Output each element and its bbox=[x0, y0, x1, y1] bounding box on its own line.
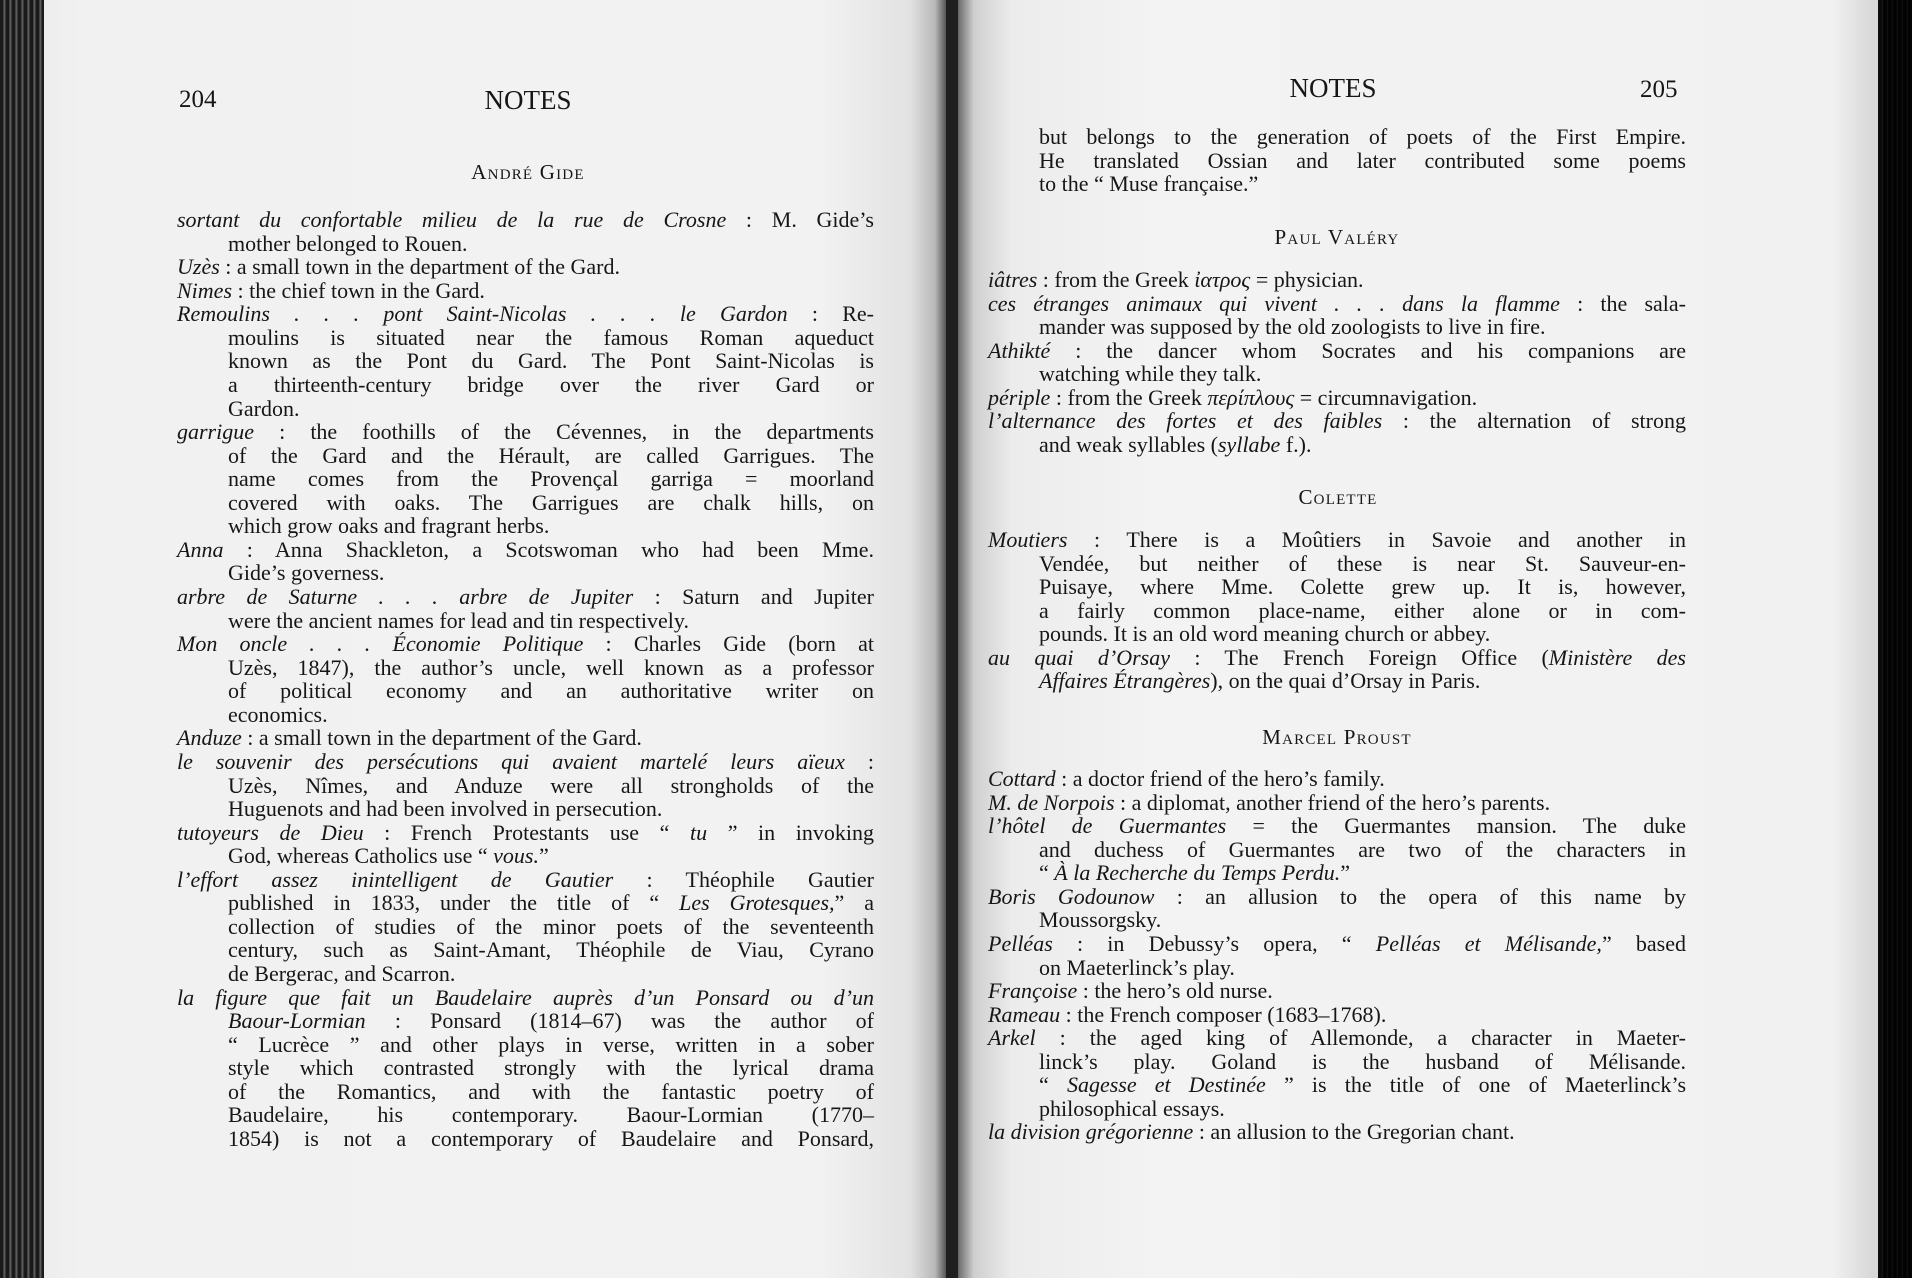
text-line bbox=[177, 656, 874, 680]
text-line bbox=[988, 885, 1686, 909]
note-text: known as the Pont du Gard. The Pont Saint-Nicolas is bbox=[228, 348, 874, 374]
note-text: Gide’s governess. bbox=[228, 560, 385, 586]
note-term: Pelléas bbox=[988, 930, 1053, 956]
note-term: sortant du confortable milieu de la rue de Crosne bbox=[177, 207, 727, 232]
note-text: were the ancient names for lead and tin respectively. bbox=[228, 607, 689, 633]
notes-section bbox=[988, 268, 1686, 457]
note-text: of political economy and an authoritative writer on bbox=[228, 678, 874, 704]
text-line bbox=[988, 979, 1686, 1003]
italic-text: Affaires Étrangères bbox=[1039, 668, 1211, 694]
note-text: which grow oaks and fragrant herbs. bbox=[228, 513, 550, 539]
note-entry bbox=[177, 821, 874, 868]
text-line bbox=[988, 1003, 1686, 1027]
note-term: Arkel bbox=[988, 1025, 1036, 1051]
note-text: Baudelaire, his contemporary. Baour-Lormian (1770– bbox=[228, 1102, 874, 1128]
text-line bbox=[177, 632, 874, 656]
note-entry bbox=[988, 409, 1686, 456]
note-text: : The French Foreign Office ( bbox=[1169, 644, 1549, 670]
book-gutter bbox=[946, 0, 958, 1278]
note-text: ” bbox=[1340, 860, 1350, 886]
note-term: l’hôtel de Guermantes bbox=[988, 813, 1227, 839]
text-line bbox=[177, 609, 874, 633]
note-entry bbox=[988, 1003, 1686, 1027]
text-line bbox=[988, 528, 1686, 552]
italic-text: Les Grotesques, bbox=[679, 890, 835, 916]
note-term: iâtres bbox=[988, 267, 1038, 292]
section-heading: Paul Valéry bbox=[1274, 225, 1400, 249]
text-line bbox=[177, 679, 874, 703]
note-entry bbox=[988, 1120, 1686, 1144]
note-text: Huguenots and had been involved in persecution. bbox=[228, 796, 663, 822]
note-text: : a small town in the department of the Gard. bbox=[219, 254, 620, 280]
note-term: Françoise bbox=[988, 978, 1078, 1004]
note-text: Uzès, 1847), the author’s uncle, well known as a professor bbox=[228, 654, 874, 680]
note-text: : French Protestants use “ bbox=[363, 819, 690, 845]
section-heading: André Gide bbox=[471, 160, 585, 184]
note-term: l’alternance des fortes et des faibles bbox=[988, 408, 1383, 434]
note-entry bbox=[988, 292, 1686, 339]
italic-text: syllabe bbox=[1218, 431, 1281, 457]
text-line bbox=[988, 172, 1686, 196]
note-entry bbox=[988, 1026, 1686, 1120]
note-text: Uzès, Nîmes, and Anduze were all strongholds of the bbox=[228, 772, 874, 798]
notes-section bbox=[988, 125, 1686, 196]
text-line bbox=[988, 1050, 1686, 1074]
text-line bbox=[988, 767, 1686, 791]
note-entry bbox=[988, 979, 1686, 1003]
note-entry bbox=[988, 528, 1686, 646]
text-line bbox=[177, 1080, 874, 1104]
text-line bbox=[988, 908, 1686, 932]
note-text: : Théophile Gautier bbox=[613, 866, 875, 892]
note-text: : an allusion to the Gregorian chant. bbox=[1193, 1119, 1515, 1145]
note-term: M. de Norpois bbox=[988, 789, 1115, 815]
note-term: Athikté bbox=[988, 337, 1051, 363]
text-line bbox=[177, 703, 874, 727]
note-text: to the “ Muse française.” bbox=[1039, 171, 1259, 197]
note-text: de Bergerac, and Scarron. bbox=[228, 961, 456, 986]
note-text: a thirteenth-century bridge over the river Gard or bbox=[228, 371, 874, 397]
note-text: of the Romantics, and with the fantastic poetry of bbox=[228, 1078, 874, 1104]
note-entry bbox=[177, 585, 874, 632]
note-term: Nimes bbox=[177, 277, 232, 303]
note-text: : the dancer whom Socrates and his companions are bbox=[1050, 337, 1686, 363]
text-line bbox=[177, 585, 874, 609]
text-line bbox=[988, 932, 1686, 956]
note-text: ), on the quai d’Orsay in Paris. bbox=[1210, 668, 1481, 694]
text-line bbox=[177, 844, 874, 868]
note-text: ” a bbox=[834, 890, 875, 916]
text-line bbox=[988, 599, 1686, 623]
note-entry bbox=[988, 767, 1686, 791]
note-text: mander was supposed by the old zoologists to live in fire. bbox=[1039, 314, 1546, 340]
note-text: ” is the title of one of Maeterlinck’s bbox=[1265, 1072, 1687, 1098]
text-line bbox=[988, 814, 1686, 838]
text-line bbox=[988, 646, 1686, 670]
note-entry bbox=[988, 125, 1686, 196]
note-text: : There is a Moûtiers in Savoie and another in bbox=[1067, 527, 1686, 552]
text-line bbox=[988, 386, 1686, 410]
text-line bbox=[988, 861, 1686, 885]
note-text: : a doctor friend of the hero’s family. bbox=[1055, 766, 1385, 791]
text-line bbox=[988, 791, 1686, 815]
text-line bbox=[177, 208, 874, 232]
italic-text: À la Recherche du Temps Perdu. bbox=[1054, 860, 1341, 886]
note-entry bbox=[177, 208, 874, 255]
note-text: : bbox=[844, 748, 874, 774]
note-text: ” bbox=[538, 843, 549, 869]
text-line bbox=[177, 491, 874, 515]
text-line bbox=[988, 575, 1686, 599]
note-text: : the chief town in the Gard. bbox=[232, 277, 485, 303]
note-entry bbox=[177, 750, 874, 821]
text-line bbox=[177, 962, 874, 986]
note-text: ” in invoking bbox=[707, 819, 874, 845]
text-line bbox=[177, 774, 874, 798]
note-term: Uzès bbox=[177, 254, 220, 280]
note-text: covered with oaks. The Garrigues are chalk hills, on bbox=[228, 489, 874, 515]
text-line bbox=[988, 1120, 1686, 1144]
text-line bbox=[177, 1056, 874, 1080]
text-line bbox=[177, 279, 874, 303]
note-text: and weak syllables ( bbox=[1039, 431, 1218, 457]
note-text: : the foothills of the Cévennes, in the departments bbox=[254, 419, 874, 445]
text-line bbox=[177, 915, 874, 939]
note-text: : the aged king of Allemonde, a character in Maeter- bbox=[1035, 1025, 1686, 1051]
note-entry bbox=[177, 986, 874, 1151]
note-text: = circumnavigation. bbox=[1294, 384, 1478, 410]
note-text: collection of studies of the minor poets of the seventeenth bbox=[228, 913, 874, 939]
note-term: Remoulins . . . pont Saint-Nicolas . . . le Gardon bbox=[177, 301, 788, 327]
note-text: = physician. bbox=[1250, 267, 1364, 292]
note-entry bbox=[177, 302, 874, 420]
note-term: Rameau bbox=[988, 1001, 1061, 1027]
note-text: : the alternation of strong bbox=[1382, 408, 1686, 434]
note-text: : Re- bbox=[787, 301, 874, 327]
note-entry bbox=[988, 932, 1686, 979]
text-line bbox=[988, 315, 1686, 339]
note-text: : from the Greek bbox=[1037, 267, 1195, 292]
notes-section bbox=[988, 528, 1686, 693]
text-line bbox=[988, 956, 1686, 980]
section-heading: Marcel Proust bbox=[1262, 725, 1412, 749]
running-head-left: NOTES bbox=[484, 85, 572, 115]
text-line bbox=[177, 821, 874, 845]
text-line bbox=[988, 339, 1686, 363]
note-text: Vendée, but neither of these is near St. Sauveur-en- bbox=[1039, 550, 1686, 576]
note-text: : in Debussy’s opera, “ bbox=[1052, 930, 1376, 956]
text-line bbox=[177, 444, 874, 468]
note-text: 1854) is not a contemporary of Baudelaire and Ponsard, bbox=[228, 1125, 874, 1151]
note-text: He translated Ossian and later contributed some poems bbox=[1039, 147, 1686, 173]
note-term: tutoyeurs de Dieu bbox=[177, 819, 364, 845]
note-text: moulins is situated near the famous Roman aqueduct bbox=[228, 324, 874, 350]
note-text: = the Guermantes mansion. The duke bbox=[1226, 813, 1686, 839]
page-number-left: 204 bbox=[179, 86, 217, 113]
note-text: Moussorgsky. bbox=[1039, 907, 1162, 933]
note-text: f.). bbox=[1280, 431, 1312, 457]
text-line bbox=[177, 1103, 874, 1127]
note-text: : Saturn and Jupiter bbox=[633, 584, 874, 609]
note-text: a fairly common place-name, either alone or in com- bbox=[1039, 597, 1686, 623]
note-text: and duchess of Guermantes are two of the characters in bbox=[1039, 836, 1686, 862]
text-line bbox=[177, 1009, 874, 1033]
note-text: mother belonged to Rouen. bbox=[228, 230, 468, 256]
note-text: watching while they talk. bbox=[1039, 361, 1262, 387]
note-term: l’effort assez inintelligent de Gautier bbox=[177, 866, 614, 892]
text-line bbox=[177, 302, 874, 326]
note-text: : Charles Gide (born at bbox=[583, 631, 874, 657]
text-line bbox=[177, 420, 874, 444]
text-line bbox=[177, 397, 874, 421]
note-term: le souvenir des persécutions qui avaient martelé leurs aïeux bbox=[177, 748, 845, 774]
note-text: : the hero’s old nurse. bbox=[1077, 978, 1273, 1004]
text-line bbox=[177, 1033, 874, 1057]
note-text: published in 1833, under the title of “ bbox=[228, 890, 680, 916]
note-term: Boris Godounow bbox=[988, 883, 1155, 909]
note-text: “ Lucrèce ” and other plays in verse, written in a sober bbox=[228, 1031, 874, 1057]
note-text: : the French composer (1683–1768). bbox=[1060, 1001, 1387, 1027]
note-text: : the sala- bbox=[1559, 290, 1686, 316]
text-line bbox=[177, 373, 874, 397]
note-text: Gardon. bbox=[228, 395, 300, 421]
text-line bbox=[177, 349, 874, 373]
note-text: : a diplomat, another friend of the hero’s parents. bbox=[1114, 789, 1551, 815]
note-term: Anduze bbox=[177, 725, 242, 751]
note-term: garrigue bbox=[177, 419, 254, 445]
italic-text: ἰατρος bbox=[1194, 267, 1251, 292]
notes-section bbox=[177, 208, 874, 1151]
text-line bbox=[988, 1097, 1686, 1121]
text-line bbox=[988, 669, 1686, 693]
text-line bbox=[177, 868, 874, 892]
text-line bbox=[988, 838, 1686, 862]
italic-text: tu bbox=[689, 819, 708, 845]
note-text: : Ponsard (1814–67) was the author of bbox=[365, 1008, 874, 1034]
text-line bbox=[988, 433, 1686, 457]
note-text: century, such as Saint-Amant, Théophile de Viau, Cyrano bbox=[228, 937, 874, 963]
note-text: style which contrasted strongly with the lyrical drama bbox=[228, 1055, 874, 1081]
note-text: name comes from the Provençal garriga = moorland bbox=[228, 466, 874, 492]
text-line bbox=[177, 938, 874, 962]
running-head-right: NOTES bbox=[1289, 73, 1377, 103]
note-entry bbox=[988, 814, 1686, 885]
text-line bbox=[177, 326, 874, 350]
note-text: pounds. It is an old word meaning church or abbey. bbox=[1039, 621, 1491, 647]
italic-text: περίπλους bbox=[1207, 384, 1295, 410]
note-text: philosophical essays. bbox=[1039, 1095, 1225, 1121]
note-term: Cottard bbox=[988, 766, 1056, 791]
text-line bbox=[177, 1127, 874, 1151]
italic-text: Sagesse et Destinée bbox=[1066, 1072, 1266, 1098]
note-text: God, whereas Catholics use “ bbox=[228, 843, 494, 869]
note-text: on Maeterlinck’s play. bbox=[1039, 954, 1235, 980]
note-entry bbox=[177, 279, 874, 303]
text-line bbox=[988, 552, 1686, 576]
note-term: Moutiers bbox=[988, 527, 1068, 552]
note-term: périple bbox=[988, 384, 1051, 410]
text-line bbox=[177, 255, 874, 279]
text-line bbox=[988, 622, 1686, 646]
note-term: arbre de Saturne . . . arbre de Jupiter bbox=[177, 584, 634, 609]
note-text: but belongs to the generation of poets of the First Empire. bbox=[1039, 124, 1686, 149]
text-line bbox=[177, 797, 874, 821]
note-term: Mon oncle . . . Économie Politique bbox=[177, 631, 584, 657]
text-line bbox=[177, 514, 874, 538]
note-entry bbox=[988, 268, 1686, 292]
note-text: economics. bbox=[228, 701, 328, 727]
text-line bbox=[177, 891, 874, 915]
note-text: ” based bbox=[1601, 930, 1686, 956]
note-term: ces étranges animaux qui vivent . . . dans la flamme bbox=[988, 290, 1560, 316]
text-line bbox=[177, 986, 874, 1010]
note-entry bbox=[177, 726, 874, 750]
note-entry bbox=[988, 646, 1686, 693]
note-entry bbox=[988, 339, 1686, 386]
text-line bbox=[988, 1073, 1686, 1097]
text-line bbox=[988, 149, 1686, 173]
text-line bbox=[177, 561, 874, 585]
note-text: : an allusion to the opera of this name by bbox=[1154, 883, 1686, 909]
text-line bbox=[988, 125, 1686, 149]
note-entry bbox=[988, 386, 1686, 410]
note-text: linck’s play. Goland is the husband of Mélisande. bbox=[1039, 1048, 1686, 1074]
note-entry bbox=[177, 632, 874, 726]
note-entry bbox=[988, 885, 1686, 932]
note-text: : M. Gide’s bbox=[726, 207, 874, 232]
note-entry bbox=[988, 791, 1686, 815]
page-edges-left bbox=[0, 0, 44, 1278]
notes-section bbox=[988, 767, 1686, 1144]
note-entry bbox=[177, 538, 874, 585]
text-line bbox=[177, 232, 874, 256]
note-text: : from the Greek bbox=[1050, 384, 1208, 410]
page-edges-right bbox=[1878, 0, 1912, 1278]
text-line bbox=[177, 467, 874, 491]
note-term: au quai d’Orsay bbox=[988, 644, 1170, 670]
note-text: Puisaye, where Mme. Colette grew up. It is, however, bbox=[1039, 574, 1686, 600]
text-line bbox=[177, 726, 874, 750]
text-line bbox=[988, 268, 1686, 292]
italic-text: Baour-Lormian bbox=[228, 1008, 366, 1034]
italic-text: vous. bbox=[493, 843, 539, 869]
text-line bbox=[988, 1026, 1686, 1050]
text-line bbox=[177, 538, 874, 562]
note-term: Anna bbox=[177, 536, 224, 562]
note-text: “ bbox=[1039, 1072, 1067, 1098]
note-entry bbox=[177, 420, 874, 538]
italic-text: Ministère des bbox=[1548, 644, 1686, 670]
italic-text: Pelléas et Mélisande, bbox=[1375, 930, 1602, 956]
text-line bbox=[988, 362, 1686, 386]
note-text: : Anna Shackleton, a Scotswoman who had been Mme. bbox=[223, 536, 874, 562]
note-text: of the Gard and the Hérault, are called Garrigues. The bbox=[228, 442, 874, 468]
note-term: la division grégorienne bbox=[988, 1119, 1194, 1145]
section-heading: Colette bbox=[1298, 485, 1378, 509]
note-text: : a small town in the department of the Gard. bbox=[241, 725, 642, 751]
text-line bbox=[177, 750, 874, 774]
page-number-right: 205 bbox=[1640, 76, 1678, 103]
note-entry bbox=[177, 255, 874, 279]
note-entry bbox=[177, 868, 874, 986]
note-text: “ bbox=[1039, 860, 1055, 886]
text-line bbox=[988, 292, 1686, 316]
note-term: la figure que fait un Baudelaire auprès d’un Ponsard ou d’un bbox=[177, 984, 874, 1010]
text-line bbox=[988, 409, 1686, 433]
